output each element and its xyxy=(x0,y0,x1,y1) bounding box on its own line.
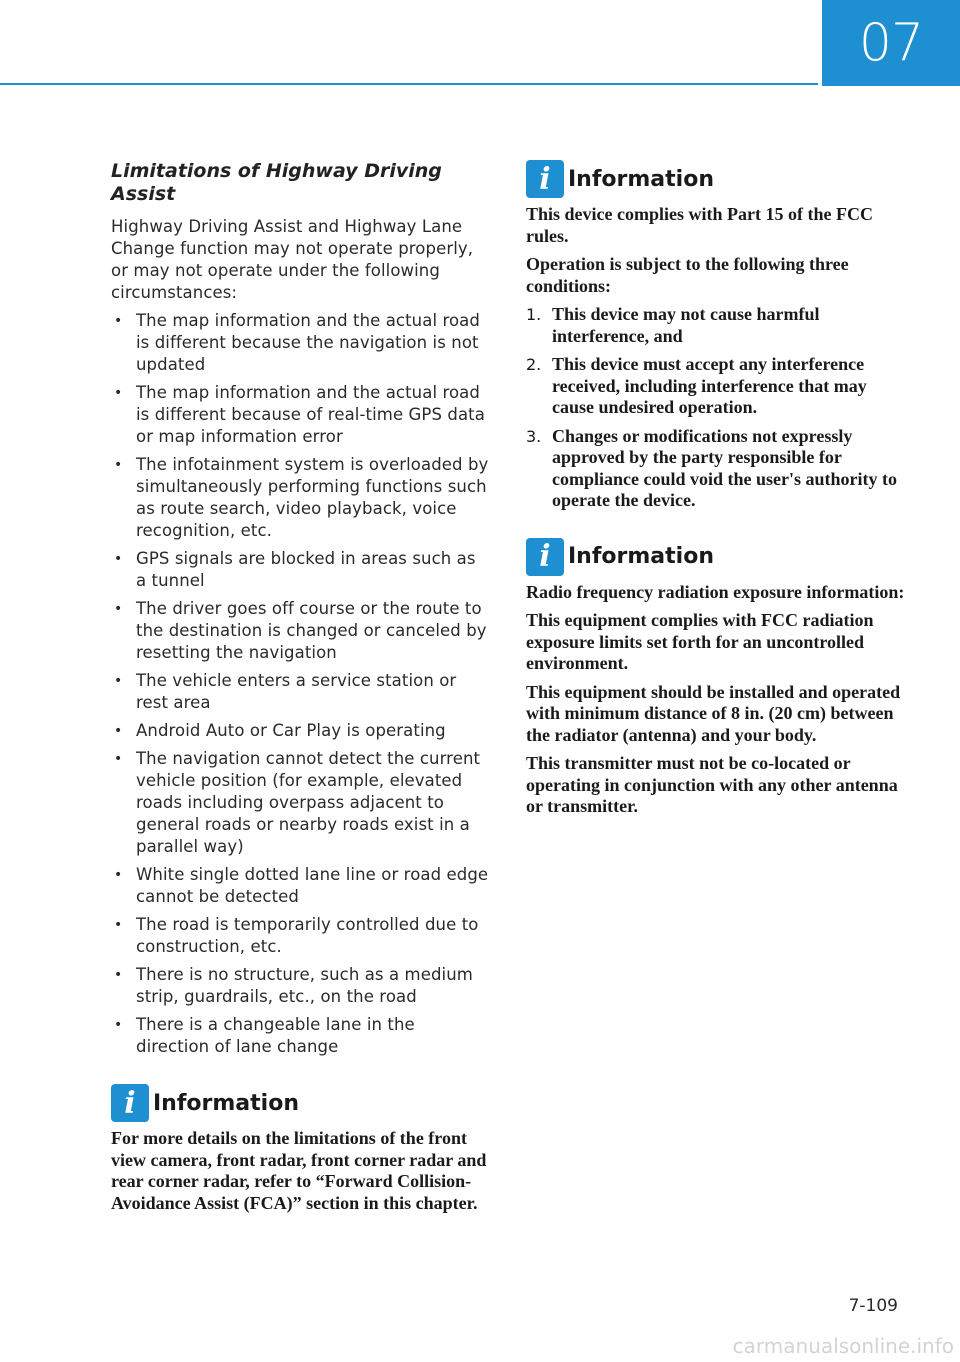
list-item: • Android Auto or Car Play is operating xyxy=(114,721,446,740)
list-item: • There is no structure, such as a medium strip, guardrails, etc., on the road xyxy=(114,965,473,1006)
list-item: 3. Changes or modifications not expressly approved by the party responsible for compliance could void the user's authority to operate the device. xyxy=(526,425,897,510)
info-text: Radio frequency radiation exposure information: xyxy=(526,581,905,602)
bullet-icon: • xyxy=(114,967,123,983)
list-item: 2. This device must accept any interference received, including interference that may cause undesired operation. xyxy=(526,354,867,417)
bullet-icon: • xyxy=(114,917,123,933)
bullet-icon: • xyxy=(114,723,123,739)
list-item: • White single dotted lane line or road edge cannot be detected xyxy=(114,865,489,906)
limitations-list xyxy=(111,310,491,1058)
list-item: • The road is temporarily controlled due to construction, etc. xyxy=(114,915,479,956)
info-header xyxy=(526,160,906,198)
bullet-icon: • xyxy=(114,673,123,689)
watermark: carmanualsonline.info xyxy=(732,1334,954,1358)
section-title: Limitations of Highway Driving Assist xyxy=(111,160,442,205)
info-text: This equipment complies with FCC radiation exposure limits set forth for an uncontrolled environment. xyxy=(526,610,874,673)
intro-paragraph: Highway Driving Assist and Highway Lane Change function may not operate properly, or may not operate under the following circumstances: xyxy=(111,217,474,302)
info-text: Operation is subject to the following three conditions: xyxy=(526,254,849,296)
info-text: This transmitter must not be co-located or operating in conjunction with any other antenna or transmitter. xyxy=(526,753,898,816)
left-column xyxy=(111,160,491,1221)
info-icon: i xyxy=(111,1084,149,1122)
list-item: • The vehicle enters a service station or rest area xyxy=(114,671,457,712)
page-number: 7-109 xyxy=(848,1296,898,1316)
list-item: • GPS signals are blocked in areas such as a tunnel xyxy=(114,549,476,590)
header-rule xyxy=(0,83,818,85)
info-title: Information xyxy=(568,544,714,569)
info-icon: i xyxy=(526,160,564,198)
bullet-icon: • xyxy=(114,1017,123,1033)
info-header xyxy=(526,538,906,576)
bullet-icon: • xyxy=(114,751,123,767)
list-item: 1. This device may not cause harmful interference, and xyxy=(526,304,820,346)
bullet-icon: • xyxy=(114,601,123,617)
info-box-fcc xyxy=(526,160,906,512)
info-text: This equipment should be installed and operated with minimum distance of 8 in. (20 cm) between the radiator (antenna) and your body. xyxy=(526,681,901,745)
list-number: 2. xyxy=(526,355,542,374)
info-box-radiation xyxy=(526,538,906,818)
bullet-icon: • xyxy=(114,457,123,473)
info-text: This device complies with Part 15 of the FCC rules. xyxy=(526,204,873,246)
list-item: • The navigation cannot detect the current vehicle position (for example, elevated roads including overpass adjacent to general roads or nearby roads exist in a parallel way) xyxy=(114,749,481,856)
list-item: • There is a changeable lane in the direction of lane change xyxy=(114,1015,415,1056)
list-item: • The driver goes off course or the route to the destination is changed or canceled by resetting the navigation xyxy=(114,599,487,662)
list-item: • The map information and the actual road is different because of real-time GPS data or map information error xyxy=(114,383,485,446)
bullet-icon: • xyxy=(114,385,123,401)
bullet-icon: • xyxy=(114,551,123,567)
bullet-icon: • xyxy=(114,867,123,883)
info-title: Information xyxy=(568,166,714,192)
list-item: • The map information and the actual road is different because the navigation is not updated xyxy=(114,311,480,374)
info-icon: i xyxy=(526,538,564,576)
bullet-icon: • xyxy=(114,313,123,329)
right-column xyxy=(526,160,906,825)
list-number: 3. xyxy=(526,426,542,446)
conditions-list xyxy=(526,304,906,512)
info-box-fca xyxy=(111,1084,491,1214)
info-header xyxy=(111,1084,491,1122)
list-item: • The infotainment system is overloaded by simultaneously performing functions such as route search, video playback, voice recognition, etc. xyxy=(114,455,489,540)
info-text: For more details on the limitations of the front view camera, front radar, front corner radar and rear corner radar, refer to “Forward Collision-Avoidance Assist (FCA)” section in this chapter. xyxy=(111,1128,487,1213)
info-title: Information xyxy=(153,1090,299,1116)
chapter-tab: 07 xyxy=(822,0,960,86)
list-number: 1. xyxy=(526,305,542,324)
